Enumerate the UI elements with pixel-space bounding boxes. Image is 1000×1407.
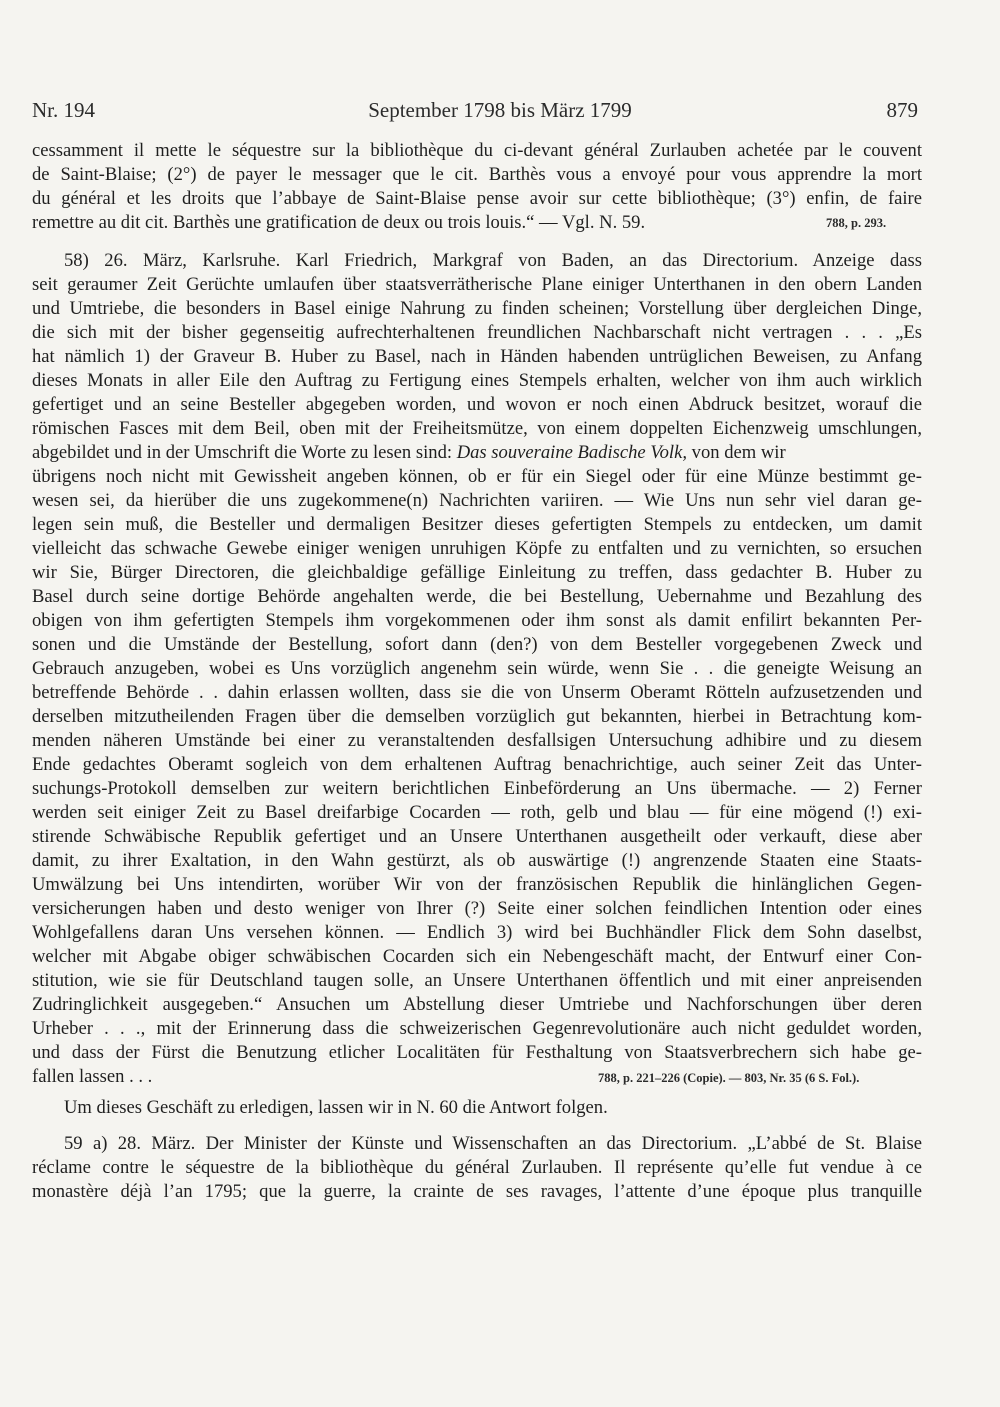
text-line: Umwälzung bei Uns intendirten, worüber Wir von der französischen Republik die hinlänglichen Gegen-: [32, 874, 922, 895]
text-line: derselben mitzutheilenden Fragen über die demselben vorzüglich gut bekannten, hierbei in Betrachtung kom-: [32, 706, 922, 727]
text-line: Zudringlichkeit ausgegeben.“ Ansuchen um Abstellung dieser Umtriebe und Nachforschungen über deren: [32, 994, 922, 1015]
text-line: wir Sie, Bürger Directoren, die gleichbaldige gefällige Einleitung zu treffen, dass gedachter B. Huber zu: [32, 562, 922, 583]
archive-reference: 788, p. 293.: [826, 216, 887, 230]
text-line: fallen lassen . . .: [32, 1066, 153, 1087]
text-line: damit, zu ihrer Exaltation, in den Wahn gestürzt, als ob auswärtige (!) angrenzende Staaten eine Staats-: [32, 850, 922, 871]
text-segment: von dem wir: [687, 442, 786, 463]
text-line: betreffende Behörde . . dahin erlassen wollten, dass sie die von Unserm Oberamt Rötteln aufzusetzenden und: [32, 682, 922, 703]
motto-text: Das souveraine Badische Volk,: [456, 442, 687, 463]
text-line: seit geraumer Zeit Gerüchte umlaufen über staatsverrätherische Plane einiger Unterthanen in den obern Landen: [32, 274, 922, 295]
text-line: remettre au dit cit. Barthès une gratification de deux ou trois louis.“ — Vgl. N. 59.: [32, 212, 646, 233]
text-line: gefertiget und an seine Besteller abgegeben worden, und wovon er noch einen Abdruck besitzet, worauf die: [32, 394, 922, 415]
entry-58-heading: 58) 26. März, Karlsruhe. Karl Friedrich, Markgraf von Baden, an das Directorium. Anzeige dass: [64, 250, 922, 271]
text-line: werden seit einiger Zeit zu Basel dreifarbige Cocarden — roth, gelb und blau — für eine mögend (!) exi-: [32, 802, 922, 823]
text-line: réclame contre le séquestre de la bibliothèque du général Zurlauben. Il représente qu’elle fut vendue à ce: [32, 1157, 922, 1178]
text-line: römischen Fasces mit dem Beil, oben mit der Freiheitsmütze, von einem doppelten Eichenzweig umschlungen,: [32, 418, 922, 439]
text-line: hat nämlich 1) der Graveur B. Huber zu Basel, nach in Händen habenden untrüglichen Beweisen, zu Anfang: [32, 346, 922, 367]
text-line: sonen und die Umstände der Bestellung, sofort dann (den?) von dem Besteller vorgegebenen Zweck und: [32, 634, 922, 655]
text-line: stirende Schwäbische Republik gefertiget und an Unsere Unterthanen ausgetheilt oder verkauft, diese aber: [32, 826, 922, 847]
archive-reference: 788, p. 221–226 (Copie). — 803, Nr. 35 (6 S. Fol.).: [598, 1071, 860, 1085]
text-line: Ende gedachtes Oberamt sogleich von dem erhaltenen Auftrag benachrichtige, auch seiner Zeit das Unter-: [32, 754, 922, 775]
text-line: de Saint-Blaise; (2°) de payer le messager que le cit. Barthès vous a envoyé pour vous apprendre la mort: [32, 164, 922, 185]
header-title: September 1798 bis März 1799: [368, 98, 632, 122]
page-number: 879: [886, 98, 918, 122]
text-line-with-motto: [32, 441, 922, 465]
entry-59a-heading: 59 a) 28. März. Der Minister der Künste und Wissenschaften an das Directorium. „L’abbé de St. Blaise: [64, 1133, 922, 1154]
text-line: übrigens noch nicht mit Gewissheit angeben können, ob er für ein Siegel oder für eine Münze bestimmt ge-: [32, 466, 922, 487]
text-line: Urheber . . ., mit der Erinnerung dass die schweizerischen Gegenrevolutionäre auch nicht geduldet worden,: [32, 1018, 922, 1039]
text-line: menden näheren Umstände bei einer zu veranstaltenden desfallsigen Untersuchung adhibire und zu diesem: [32, 730, 922, 751]
text-line: monastère déjà l’an 1795; que la guerre, la crainte de ses ravages, l’attente d’une époque plus tranquille: [32, 1181, 922, 1202]
text-line: stitution, wie sie für Deutschland taugen solle, an Unsere Unterthanen öffentlich und mit einer anpreisenden: [32, 970, 922, 991]
text-line: cessamment il mette le séquestre sur la bibliothèque du ci-devant général Zurlauben achetée par le couvent: [32, 140, 922, 161]
text-line: suchungs-Protokoll demselben zur weitern berichtlichen Einbeförderung an Uns übermache. — 2) Ferner: [32, 778, 922, 799]
text-line: welcher mit Abgabe obiger schwäbischen Cocarden sich ein Nebengeschäft macht, der Entwurf einer Con-: [32, 946, 922, 967]
text-line: Basel durch seine dortige Behörde angehalten werde, die bei Bestellung, Uebernahme und Bezahlung des: [32, 586, 922, 607]
text-line: und Umtriebe, die besonders in Basel einige Nahrung zu finden scheinen; Vorstellung über dergleichen Dinge,: [32, 298, 922, 319]
text-line: vielleicht das schwache Gewebe einiger wenigen unruhigen Köpfe zu entfalten und zu vernichten, so ersuchen: [32, 538, 922, 559]
text-line: du général et les droits que l’abbaye de Saint-Blaise pense avoir sur cette bibliothèque; (3°) enfin, de faire: [32, 188, 922, 209]
text-line: obigen von ihm gefertigten Stempels ihm vorgekommenen oder ihm sonst als damit enfilirt bekannten Per-: [32, 610, 922, 631]
text-line: dieses Monats in aller Eile den Auftrag zu Fertigung eines Stempels erhalten, welcher von ihm auch wirklich: [32, 370, 922, 391]
editorial-note: Um dieses Geschäft zu erledigen, lassen wir in N. 60 die Antwort folgen.: [64, 1097, 608, 1118]
text-line: Wohlgefallens daran Uns versehen können. — Endlich 3) wird bei Buchhändler Flick dem Sohn daselbst,: [32, 922, 922, 943]
text-line: legen sein muß, die Besteller und dermaligen Besitzer dieses gefertigten Stempels zu entdecken, um damit: [32, 514, 922, 535]
running-header: [0, 98, 1000, 128]
text-segment: abgebildet und in der Umschrift die Worte zu lesen sind:: [32, 442, 457, 463]
text-line: die sich mit der bisher gegenseitig aufrechterhaltenen freundlichen Nachbarschaft nicht vertragen . . . „Es: [32, 322, 922, 343]
text-line: Gebrauch anzugeben, wobei es Uns vorzüglich angenehm sein würde, wenn Sie . . die geneigte Weisung an: [32, 658, 922, 679]
document-number: Nr. 194: [32, 98, 95, 122]
text-line: wesen sei, da hierüber die uns zugekommene(n) Nachrichten variiren. — Wie Uns nun sehr viel daran ge-: [32, 490, 922, 511]
text-line: und dass der Fürst die Benutzung etlicher Localitäten für Festhaltung von Staatsverbrechern sich habe ge-: [32, 1042, 922, 1063]
text-line: versicherungen haben und desto weniger von Ihrer (?) Seite einer solchen feindlichen Intention oder eines: [32, 898, 922, 919]
